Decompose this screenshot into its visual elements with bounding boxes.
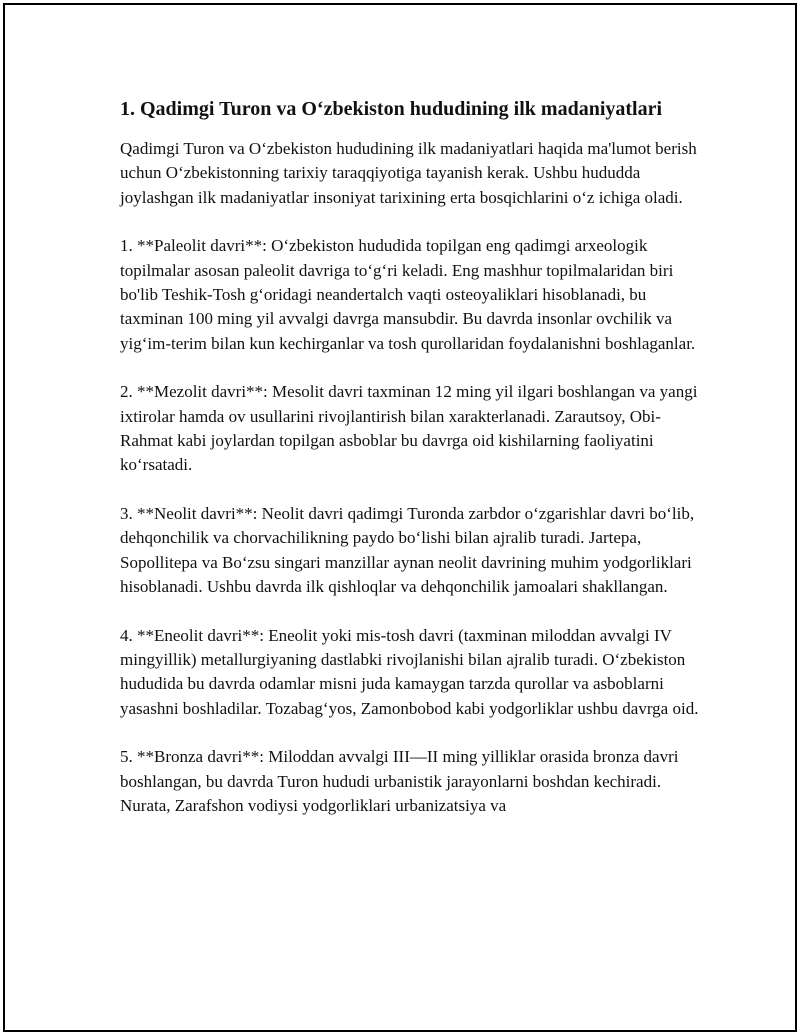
- bronza-paragraph: 5. **Bronza davri**: Miloddan avvalgi III—II ming yilliklar orasida bronza davri boshlangan, bu davrda Turon hududi urbanistik jarayonlarni boshdan kechiradi. Nurata, Zarafshon vodiysi yodgorliklari urbanizatsiya va: [120, 747, 679, 815]
- paleolit-paragraph: 1. **Paleolit davri**: O‘zbekiston hududida topilgan eng qadimgi arxeologik topilmalar asosan paleolit davriga to‘g‘ri keladi. Eng mashhur topilmalaridan biri bo'lib Teshik-Tosh g‘oridagi neandertalch vaqti osteoyaliklari hisoblanadi, bu taxminan 100 ming yil avvalgi davrga mansubdir. Bu davrda insonlar ovchilik va yig‘im-terim bilan kun kechirganlar va tosh qurollaridan foydalanishni boshlaganlar.: [120, 236, 696, 353]
- document-title: 1. Qadimgi Turon va O‘zbekiston hududining ilk madaniyatlari: [120, 98, 663, 120]
- neolit-paragraph: 3. **Neolit davri**: Neolit davri qadimgi Turonda zarbdor o‘zgarishlar davri bo‘lib, dehqonchilik va chorvachilikning paydo bo‘lishi bilan ajralib turadi. Jartepa, Sopollitepa va Bo‘zsu singari manzillar aynan neolit davrining muhim yodgorliklari hisoblanadi. Ushbu davrda ilk qishloqlar va dehqonchilik jamoalari shakllangan.: [120, 503, 695, 597]
- intro-paragraph: Qadimgi Turon va O‘zbekiston hududining ilk madaniyatlari haqida ma'lumot berish uchun O‘zbekistonning tarixiy taraqqiyotiga tayanish kerak. Ushbu hududda joylashgan ilk madaniyatlar insoniyat tarixining erta bosqichlarini o‘z ichiga oladi.: [120, 139, 697, 207]
- mezolit-paragraph: 2. **Mezolit davri**: Mesolit davri taxminan 12 ming yil ilgari boshlangan va yangi ixtirolar hamda ov usullarini rivojlantirish bilan xarakterlanadi. Zarautsoy, Obi-Rahmat kabi joylardan topilgan asboblar bu davrga oid kishilarning faoliyatini ko‘rsatadi.: [120, 382, 698, 475]
- page-frame: [3, 3, 797, 1032]
- eneolit-paragraph: 4. **Eneolit davri**: Eneolit yoki mis-tosh davri (taxminan miloddan avvalgi IV mingyillik) metallurgiyaning dastlabki rivojlanishi bilan ajralib turadi. O‘zbekiston hududida bu davrda odamlar misni juda kamaygan tarzda qurollar va asboblarni yasashni boshladilar. Tozabag‘yos, Zamonbobod kabi yodgorliklar ushbu davrga oid.: [120, 625, 699, 718]
- document-body: [120, 95, 700, 842]
